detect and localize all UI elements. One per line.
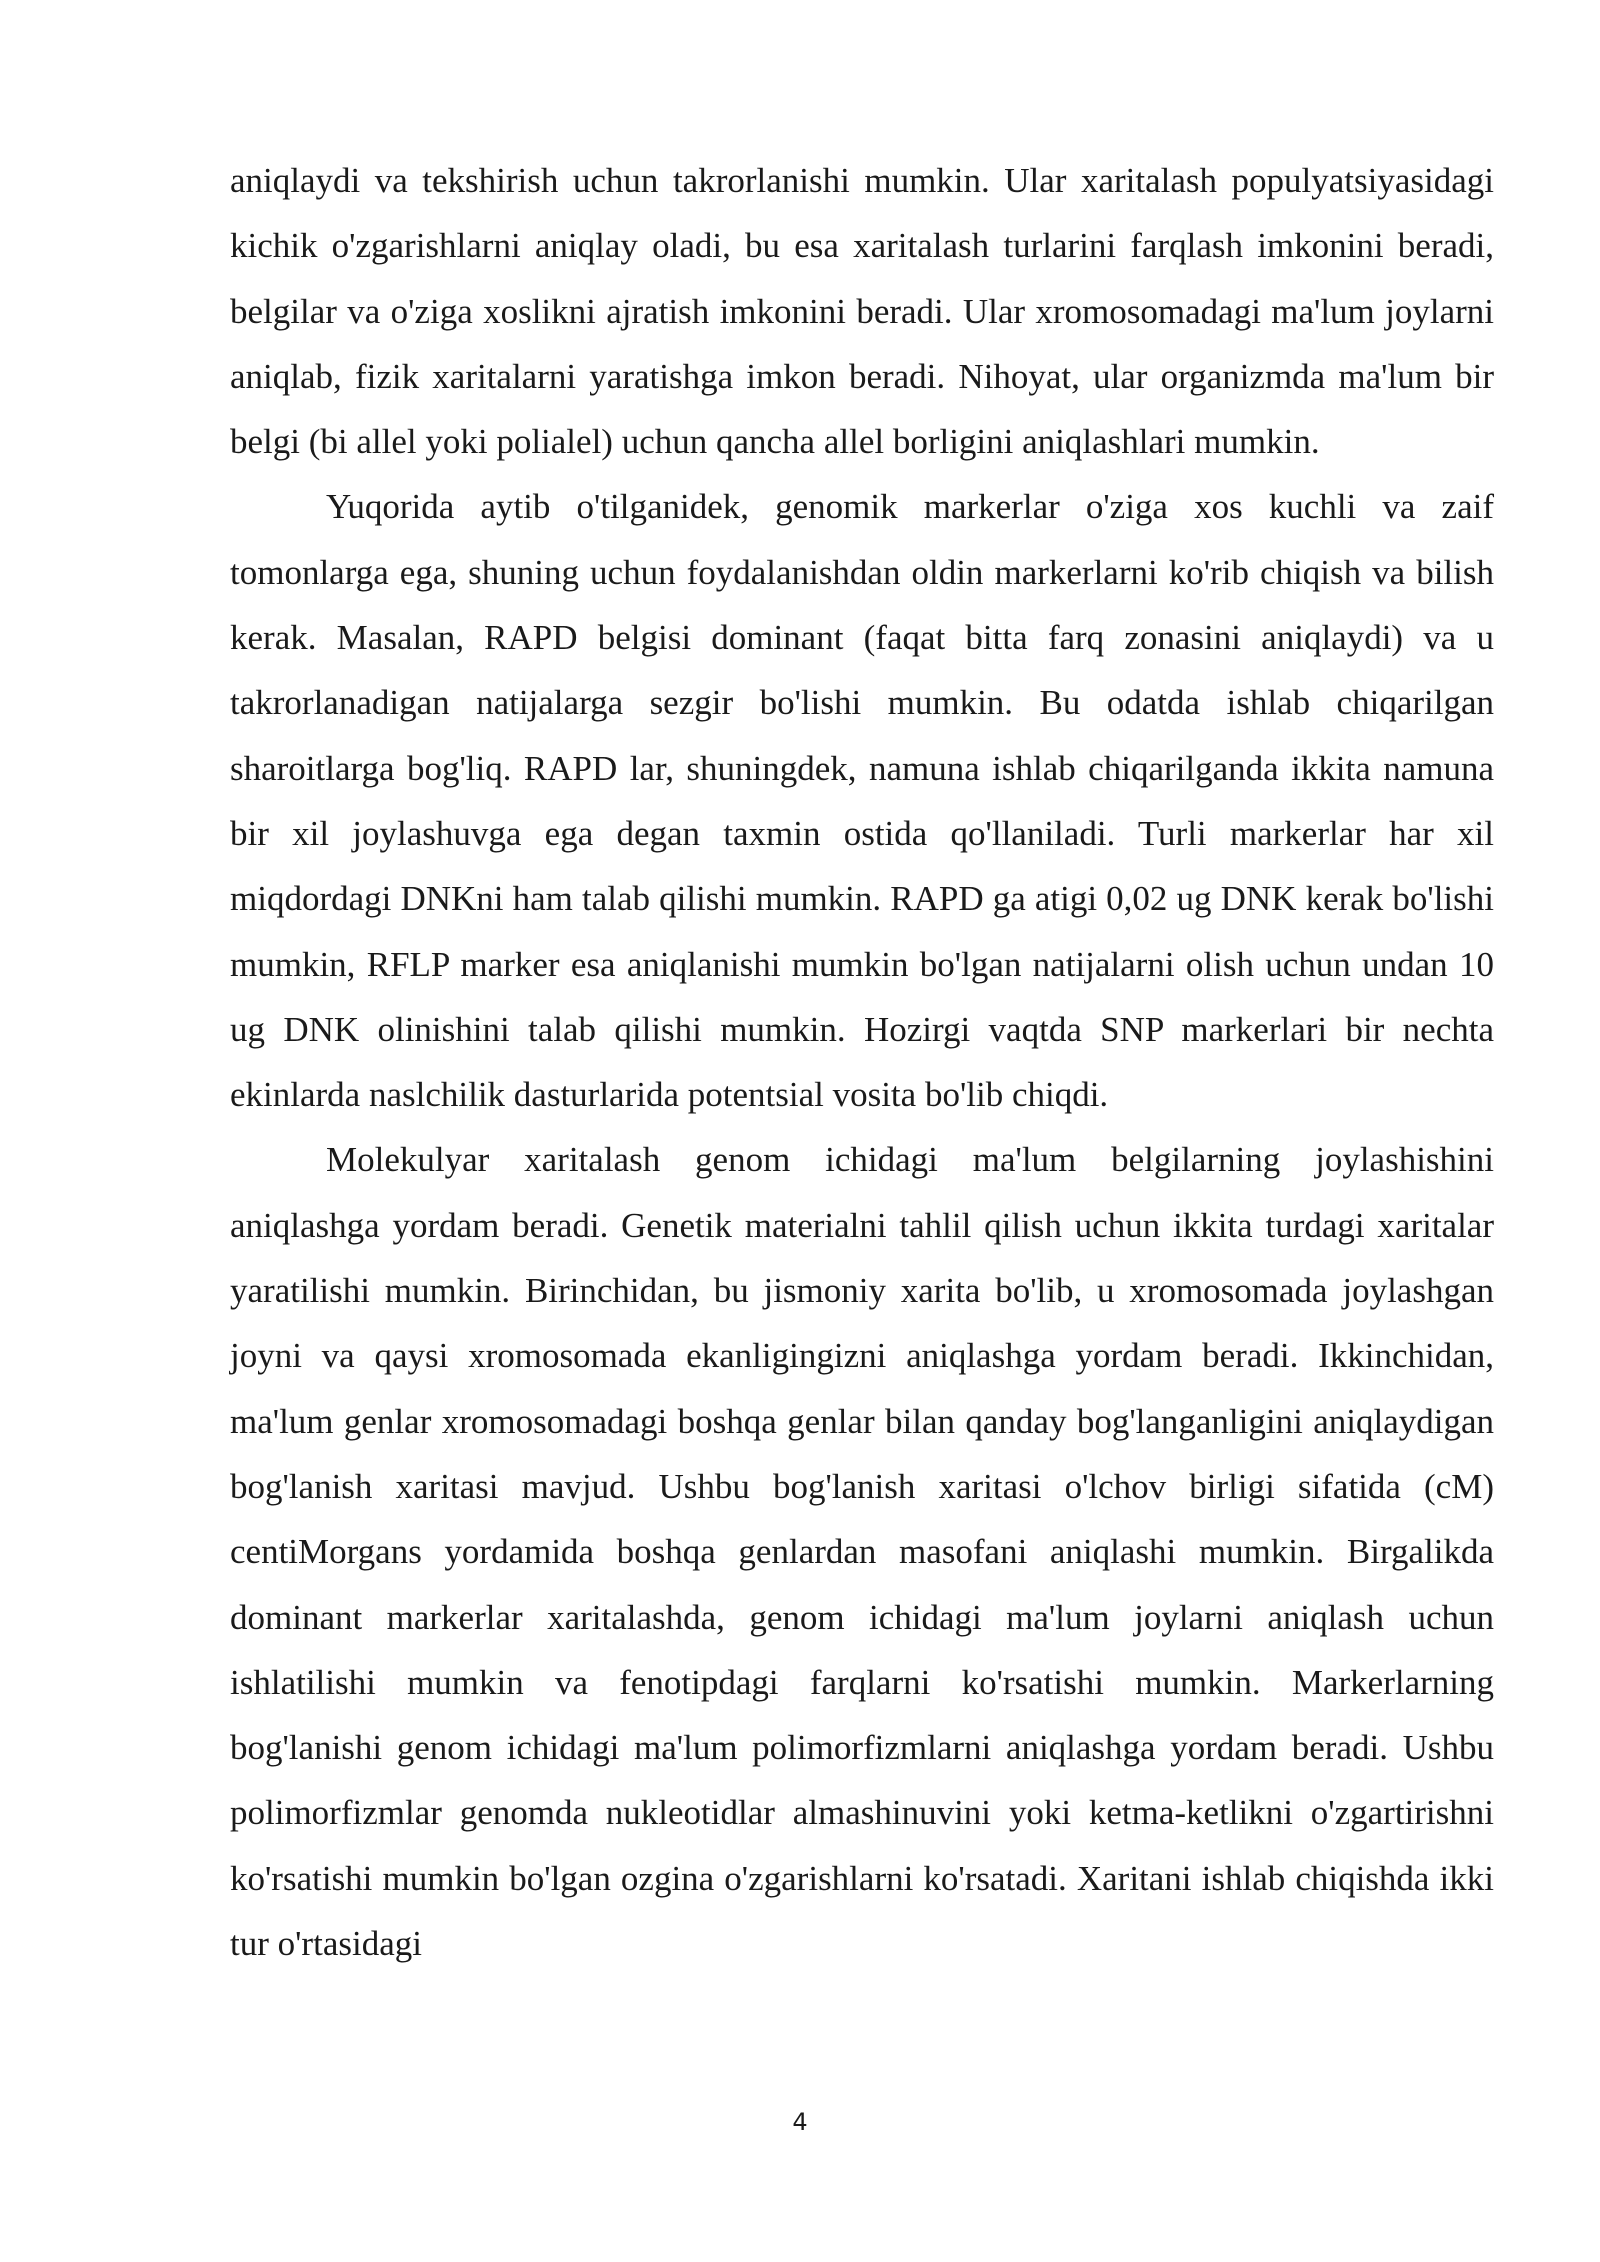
page-number: 4 — [792, 2108, 808, 2136]
document-body — [230, 148, 1494, 1976]
paragraph-molecular-mapping: Molekulyar xaritalash genom ichidagi ma'lum belgilarning joylashishini aniqlashga yordam beradi. Genetik materialni tahlil qilish uchun ikkita turdagi xaritalar yaratilishi mumkin. Birinchidan, bu jismoniy xarita bo'lib, u xromosomada joylashgan joyni va qaysi xromosomada ekanligingizni aniqlashga yordam beradi. Ikkinchidan, ma'lum genlar xromosomadagi boshqa genlar bilan qanday bog'langanligini aniqlaydigan bog'lanish xaritasi mavjud. Ushbu bog'lanish xaritasi o'lchov birligi sifatida (cM) centiMorgans yordamida boshqa genlardan masofani aniqlashi mumkin. Birgalikda dominant markerlar xaritalashda, genom ichidagi ma'lum joylarni aniqlash uchun ishlatilishi mumkin va fenotipdagi farqlarni ko'rsatishi mumkin. Markerlarning bog'lanishi genom ichidagi ma'lum polimorfizmlarni aniqlashga yordam beradi. Ushbu polimorfizmlar genomda nukleotidlar almashinuvini yoki ketma-ketlikni o'zgartirishni ko'rsatishi mumkin bo'lgan ozgina o'zgarishlarni ko'rsatadi. Xaritani ishlab chiqishda ikki tur o'rtasidagi — [230, 1140, 1494, 1964]
paragraph-continuation: aniqlaydi va tekshirish uchun takrorlanishi mumkin. Ular xaritalash populyatsiyasidagi kichik o'zgarishlarni aniqlay oladi, bu esa xaritalash turlarini farqlash imkonini beradi, belgilar va o'ziga xoslikni ajratish imkonini beradi. Ular xromosomadagi ma'lum joylarni aniqlab, fizik xaritalarni yaratishga imkon beradi. Nihoyat, ular organizmda ma'lum bir belgi (bi allel yoki polialel) uchun qancha allel borligini aniqlashlari mumkin. — [230, 161, 1494, 462]
paragraph-genomic-markers: Yuqorida aytib o'tilganidek, genomik markerlar o'ziga xos kuchli va zaif tomonlarga ega, shuning uchun foydalanishdan oldin markerlarni ko'rib chiqish va bilish kerak. Masalan, RAPD belgisi dominant (faqat bitta farq zonasini aniqlaydi) va u takrorlanadigan natijalarga sezgir bo'lishi mumkin. Bu odatda ishlab chiqarilgan sharoitlarga bog'liq. RAPD lar, shuningdek, namuna ishlab chiqarilganda ikkita namuna bir xil joylashuvga ega degan taxmin ostida qo'llaniladi. Turli markerlar har xil miqdordagi DNKni ham talab qilishi mumkin. RAPD ga atigi 0,02 ug DNK kerak bo'lishi mumkin, RFLP marker esa aniqlanishi mumkin bo'lgan natijalarni olish uchun undan 10 ug DNK olinishini talab qilishi mumkin. Hozirgi vaqtda SNP markerlari bir nechta ekinlarda naslchilik dasturlarida potentsial vosita bo'lib chiqdi. — [230, 487, 1494, 1115]
